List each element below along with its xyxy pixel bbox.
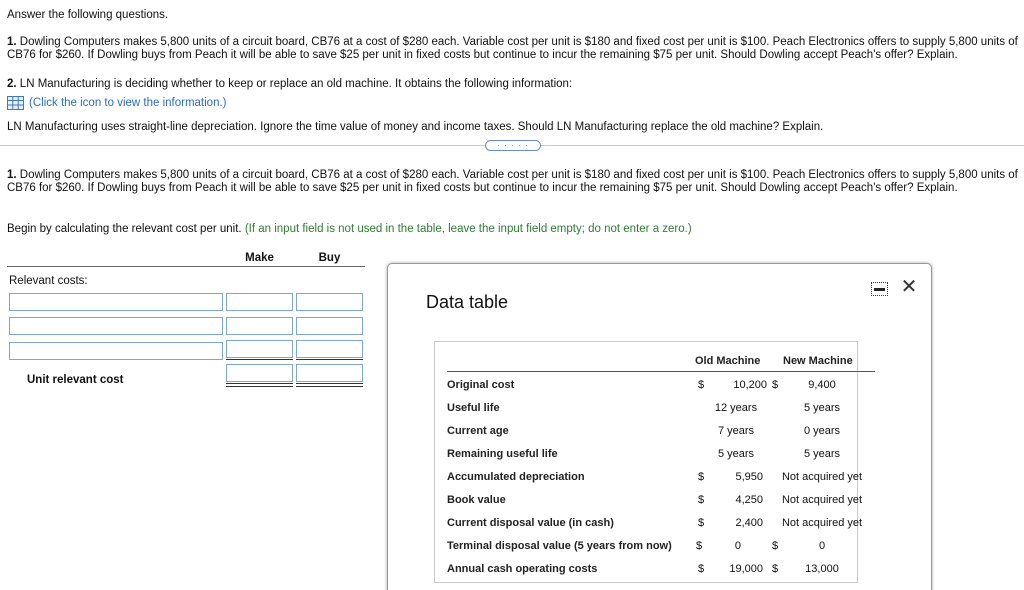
- minimize-icon[interactable]: [871, 282, 888, 296]
- old-dollar-sign: $: [698, 471, 705, 483]
- cost-label-input-2[interactable]: [9, 317, 223, 335]
- make-input-3[interactable]: [226, 340, 293, 358]
- part-1-number: 1.: [7, 169, 17, 181]
- old-value: 5,950: [735, 471, 763, 483]
- new-dollar-sign: $: [772, 540, 779, 552]
- new-value: 9,400: [808, 379, 836, 391]
- new-dollar-sign: $: [772, 563, 779, 575]
- new-value: 0: [818, 540, 826, 552]
- part-1-text: Dowling Computers makes 5,800 units of a circuit board, CB76 at a cost of $280 each. Variable cost per unit is $180 and fixed cost per unit is $100. Peach Electronics offers to supply 5,800 units of CB76 for $260. If Dowling buys from Peach it will be able to save $25 per unit in fixed costs but continue to incur the remaining $75 per unit. Should Dowling accept Peach's offer? Explain.: [7, 169, 1018, 194]
- question-2-number: 2.: [7, 78, 17, 90]
- new-value: 5 years: [803, 402, 841, 414]
- header-old-machine: Old Machine: [695, 355, 761, 367]
- row-label: Accumulated depreciation: [447, 471, 585, 483]
- table-row: [447, 402, 887, 424]
- new-value: Not acquired yet: [781, 471, 863, 483]
- table-row: [447, 494, 887, 516]
- table-row: [447, 517, 887, 539]
- old-dollar-sign: $: [696, 540, 703, 552]
- cost-label-input-3[interactable]: [9, 342, 223, 360]
- column-header-buy: Buy: [318, 252, 341, 264]
- expand-collapse-button[interactable]: · · · · ·: [485, 140, 541, 151]
- buy-input-2[interactable]: [296, 317, 363, 335]
- table-row: [447, 471, 887, 493]
- instruction-hint: (If an input field is not used in the table, leave the input field empty; do not enter a zero.): [244, 223, 692, 235]
- new-dollar-sign: $: [772, 379, 779, 391]
- question-2: [7, 78, 1019, 91]
- row-label: Current disposal value (in cash): [447, 517, 614, 529]
- table-grid-icon[interactable]: [7, 96, 24, 110]
- buy-total-double-rule: [296, 383, 363, 387]
- new-value: Not acquired yet: [781, 494, 863, 506]
- cost-label-input-1[interactable]: [9, 293, 223, 311]
- make-input-1[interactable]: [226, 293, 293, 311]
- old-dollar-sign: $: [698, 379, 705, 391]
- make-subtotal-rule: [226, 359, 293, 360]
- column-header-make: Make: [245, 252, 274, 264]
- row-label: Original cost: [447, 379, 515, 391]
- row-label: Remaining useful life: [447, 448, 558, 460]
- buy-unit-cost-input[interactable]: [296, 364, 363, 382]
- part-1-instruction: [7, 223, 1019, 236]
- old-value: 10,200: [733, 379, 767, 391]
- table-row: [447, 425, 887, 447]
- make-unit-cost-input[interactable]: [226, 364, 293, 382]
- row-label: Annual cash operating costs: [447, 563, 598, 575]
- table-row: [447, 563, 887, 585]
- new-value: 13,000: [805, 563, 839, 575]
- instructions-text: Answer the following questions.: [7, 9, 169, 21]
- question-1-number: 1.: [7, 36, 17, 48]
- header-new-machine: New Machine: [783, 355, 853, 367]
- row-label: Useful life: [447, 402, 500, 414]
- old-dollar-sign: $: [698, 563, 705, 575]
- old-value: 12 years: [714, 402, 758, 414]
- instruction-text: Begin by calculating the relevant cost per unit.: [7, 223, 242, 235]
- question-1: [7, 36, 1019, 62]
- worksheet-header-rule: [7, 266, 365, 267]
- question-1-text: Dowling Computers makes 5,800 units of a circuit board, CB76 at a cost of $280 each. Variable cost per unit is $180 and fixed cost per unit is $100. Peach Electronics offers to supply 5,800 units of CB76 for $260. If Dowling buys from Peach it will be able to save $25 per unit in fixed costs but continue to incur the remaining $75 per unit. Should Dowling accept Peach's offer? Explain.: [7, 36, 1018, 61]
- new-value: 5 years: [803, 448, 841, 460]
- old-value: 7 years: [717, 425, 755, 437]
- question-2-text: LN Manufacturing is deciding whether to keep or replace an old machine. It obtains the following information:: [19, 78, 573, 90]
- row-label: Current age: [447, 425, 509, 437]
- buy-input-1[interactable]: [296, 293, 363, 311]
- view-information-label[interactable]: (Click the icon to view the information.): [29, 97, 227, 109]
- buy-subtotal-rule: [296, 359, 363, 360]
- old-value: 5 years: [717, 448, 755, 460]
- buy-input-3[interactable]: [296, 340, 363, 358]
- old-value: 2,400: [735, 517, 763, 529]
- make-input-2[interactable]: [226, 317, 293, 335]
- data-table: [434, 341, 863, 583]
- old-value: 0: [734, 540, 741, 552]
- close-icon[interactable]: ✕: [900, 276, 918, 298]
- old-value: 19,000: [729, 563, 763, 575]
- dialog-title: Data table: [426, 292, 509, 312]
- unit-relevant-cost-label: Unit relevant cost: [27, 374, 124, 386]
- row-label: Book value: [447, 494, 506, 506]
- old-value: 4,250: [735, 494, 763, 506]
- part-1-question: [7, 169, 1019, 195]
- new-value: Not acquired yet: [781, 517, 863, 529]
- table-row: [447, 448, 887, 470]
- data-table-dialog: [387, 263, 932, 590]
- old-dollar-sign: $: [698, 494, 705, 506]
- row-label: Terminal disposal value (5 years from now): [447, 540, 672, 552]
- header-rule: [447, 371, 875, 372]
- table-row: [447, 540, 887, 562]
- relevant-costs-label: Relevant costs:: [9, 275, 88, 287]
- make-total-double-rule: [226, 383, 293, 387]
- new-value: 0 years: [803, 425, 841, 437]
- table-row: [447, 379, 887, 401]
- old-dollar-sign: $: [698, 517, 705, 529]
- view-information-link[interactable]: [7, 96, 227, 110]
- question-2-followup: LN Manufacturing uses straight-line depreciation. Ignore the time value of money and income taxes. Should LN Manufacturing replace the old machine? Explain.: [7, 121, 824, 133]
